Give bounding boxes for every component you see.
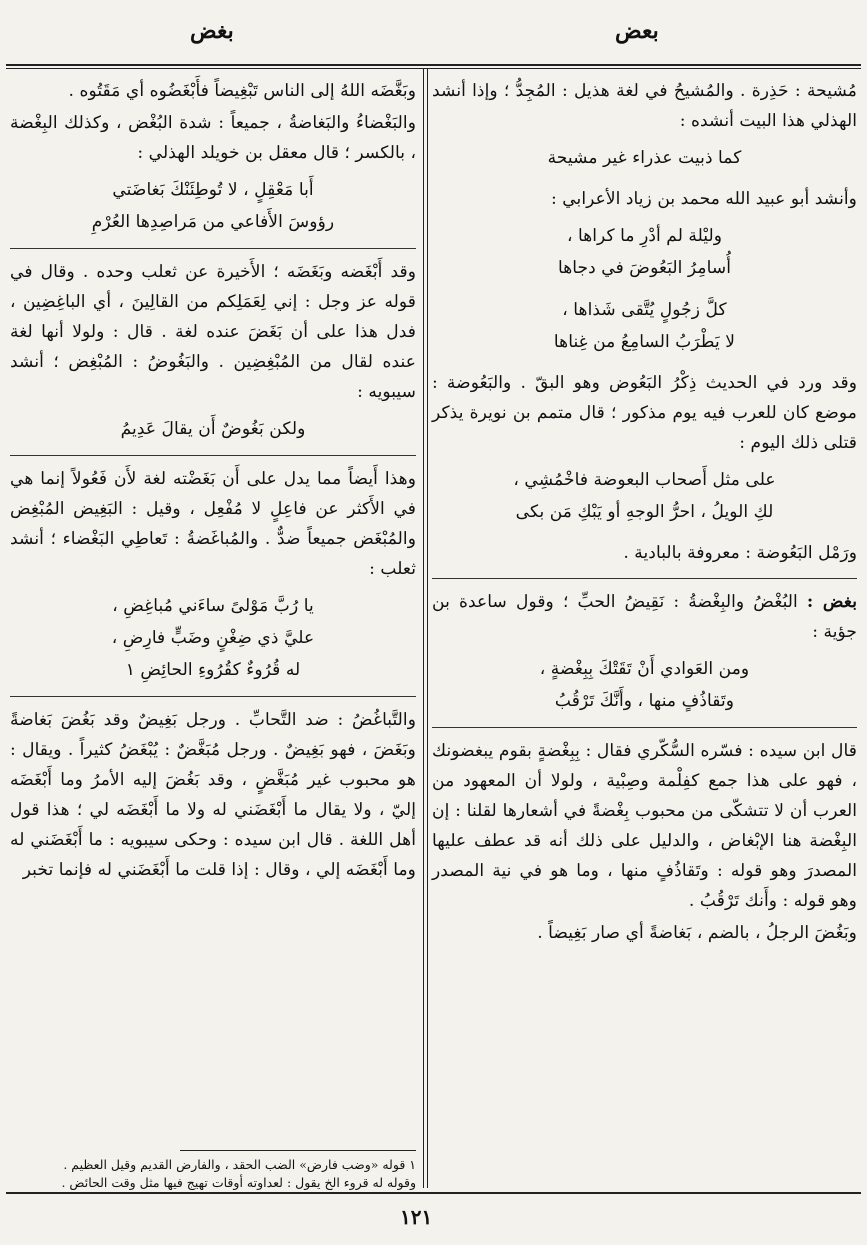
verse-line: عليَّ ذي ضِغْنٍ وضَبٍّ فارِضِ ،	[111, 628, 315, 648]
verse-line: رؤوسَ الأَفاعي من مَراصِدِها العُرْمِ	[91, 212, 335, 232]
paragraph: وقد أَبْغَضه وبَغَضَه ؛ الأَخيرة عن ثعلب وحده . وقال في قوله عز وجل : إني لِعَمَلِكم من القالِينَ ، أي الباغِضِين ، فدل هذا على أن بَغَضَ عنده لغة . قال : ولولا أنها لغة عنده لقال من المُبْغِضِين . والبَغُوضُ : المُبْغِض ؛ أنشد سيبويه :	[10, 262, 416, 402]
verse	[432, 142, 857, 174]
entry-paragraph	[432, 587, 857, 647]
section-separator	[10, 696, 416, 697]
entry-headword: بغض :	[806, 592, 857, 612]
verse	[432, 464, 857, 528]
right-header-word: بعض	[615, 18, 659, 44]
section-separator	[432, 727, 857, 728]
paragraph: وقد ورد في الحديث ذِكْرُ البَعُوض وهو البقّ . والبَعُوضة : موضع كان للعرب فيه يوم مذكور ؛ قال متمم بن نويرة يذكر قتلى ذلك اليوم :	[432, 373, 857, 453]
footnote-line: ١ قوله «وضب فارض» الضب الحقد ، والفارض القديم وقيل العظيم .	[63, 1157, 416, 1172]
footnote-rule	[180, 1150, 416, 1151]
verse-line: أَبا مَعْقِلٍ ، لا تُوطِئَنْكَ بَغاضَتي	[112, 180, 314, 200]
page-number: ١٢١	[400, 1205, 433, 1229]
verse-line: لا يَطْرَبُ السامِعُ من غِناها	[553, 332, 736, 352]
paragraph: وبَغُضَ الرجلُ ، بالضم ، بَغاضةً أي صار بَغِيضاً .	[537, 923, 857, 943]
section-separator	[432, 578, 857, 579]
paragraph: مُشيحة : حَذِرة . والمُشيحُ في لغة هذيل : المُجِدُّ ؛ وإذا أنشد الهذلي هذا البيت أنشده :	[432, 81, 857, 131]
left-column	[10, 76, 416, 887]
paragraph: وبَغَّضَه اللهُ إلى الناس تَبْغِيضاً فأَبْغَضُوه أي مَقَتُوه .	[68, 81, 416, 101]
paragraph: والبَغْضاءُ والبَغاضةُ ، جميعاً : شدة البُغْض ، وكذلك البِغْضة ، بالكسر ؛ قال معقل بن خويلد الهذلي :	[10, 113, 416, 163]
paragraph: وهذا أَيضاً مما يدل على أَن بَغَضْته لغة لأَن فَعُولاً إنما هي في الأَكثر عن فاعِلٍ لا مُفْعِل ، وقيل : البَغِيض المُبْغِض والمُبْغَض جميعاً ضدٌّ . والمُباغَضةُ : تَعاطِي البَغْضاء ؛ أنشد ثعلب :	[10, 469, 416, 579]
verse-line: يا رُبَّ مَوْلىً ساءَني مُباغِضِ ،	[112, 596, 314, 616]
verse	[10, 413, 416, 445]
paragraph: والتَّباغُضُ : ضد التَّحابِّ . ورجل بَغِيضٌ وقد بَغُضَ بَغاضةً وبَغَضَ ، فهو بَغِيضٌ . ورجل مُبَغَّضٌ : يُبْغَضُ كثيراً . ويقال : هو محبوب غير مُبَغَّضٍ ، وقد بَغُضَ إليه الأمرُ وما أَبْغَضَه إليّ ، ولا يقال ما أَبْغَضَني له ولا ما أَبْغَضَه لي ؛ هذا قول أهل اللغة . قال ابن سيده : وحكى سيبويه : ما أَبْغَضَني له وما أَبْغَضَه إلي ، وقال : إذا قلت ما أَبْغَضَني له فإنما تخبر	[10, 710, 416, 880]
verse	[10, 174, 416, 238]
paragraph: ورَمْل البَعُوضة : معروفة بالبادية .	[623, 543, 857, 563]
verse-line: وتَقاذُفٍ منها ، وأَنَّكَ تَرْقُبُ	[554, 691, 735, 711]
verse	[432, 653, 857, 717]
verse-line: كلَّ زجُولٍ يُتَّقى شَذاها ،	[562, 300, 727, 320]
right-column	[432, 76, 857, 950]
bottom-rule	[6, 1192, 861, 1194]
verse-line: أُسامِرُ البَعُوضَ في دجاها	[558, 258, 731, 278]
verse-line: كما ذبيت عذراء غير مشيحة	[547, 148, 742, 168]
section-separator	[10, 455, 416, 456]
verse	[432, 294, 857, 358]
footnote	[10, 1156, 416, 1192]
column-divider-thin	[427, 68, 428, 1188]
verse-line: ومن العَوادي أَنْ تَقَتْكَ بِبِغْضةٍ ،	[539, 659, 750, 679]
verse	[432, 220, 857, 284]
footnote-line: وقوله له قروء الخ يقول : لعداوته أوقات تهيج فيها مثل وقت الحائض .	[61, 1175, 416, 1190]
top-rule	[6, 64, 861, 66]
verse-line: وليْلة لم أدْرِ ما كراها ،	[566, 226, 723, 246]
verse-line: لكِ الويلُ ، احرُّ الوجهِ أو يَبْكِ مَن بكى	[515, 502, 774, 522]
verse-line: على مثل أَصحاب البعوضة فاخْمُشِي ،	[513, 470, 776, 490]
paragraph: قال ابن سيده : فسّره السُّكّري فقال : بِبِغْضةٍ بقوم يبغضونك ، فهو على هذا جمع كفِلْمة وصِبْية ، ولولا أن المعهود من العرب أن لا تتشكّى من محبوب بِغْضةً في أشعارها لقلنا : إن البِغْضة هنا الإبْغاض ، والدليل على ذلك أنه قد عطف عليها المصدرَ وهو قوله : وتَقاذُفٍ منها ، وما هو في نية المصدر وهو قوله : وأَنك تَرْقُبُ .	[432, 741, 857, 911]
verse-line: له قُرُوءٌ كقُرُوءِ الحائِضِ ١	[125, 660, 301, 680]
section-separator	[10, 248, 416, 249]
paragraph: وأنشد أبو عبيد الله محمد بن زياد الأعرابي :	[550, 189, 857, 209]
entry-text: البُغْضُ والبِغْضةُ : نَقِيضُ الحبِّ ؛ وقول ساعدة بن جؤية :	[432, 592, 857, 642]
verse	[10, 590, 416, 686]
left-header-word: بغض	[190, 18, 234, 44]
top-rule-thin	[6, 68, 861, 69]
column-divider	[423, 68, 424, 1188]
verse-line: ولكن بَغُوضٌ أَن يقالَ عَدِيمُ	[120, 419, 306, 439]
